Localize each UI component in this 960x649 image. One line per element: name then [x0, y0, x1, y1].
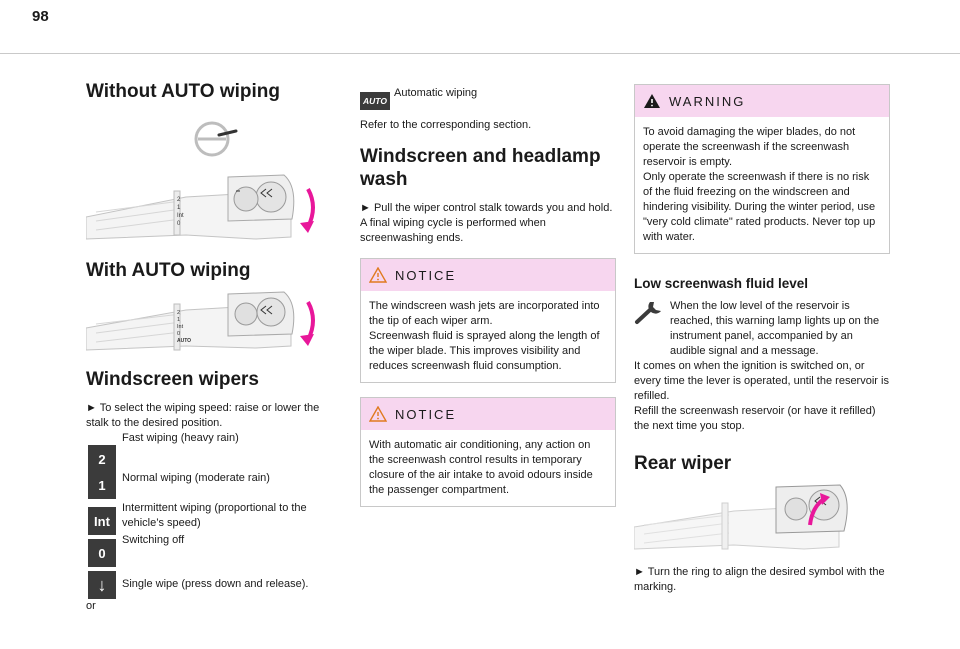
- warning-box: [634, 84, 890, 254]
- speed-row-normal: [86, 471, 340, 499]
- column-1: [86, 80, 340, 614]
- auto-wiping-row: [360, 86, 616, 110]
- speed-int-symbol: Int: [88, 507, 116, 535]
- stalk-mark-2: 2: [177, 197, 181, 203]
- stalk-auto-mark-2: 2: [177, 310, 181, 316]
- column-2: [360, 86, 616, 507]
- speed-1-label: Normal wiping (moderate rain): [122, 472, 270, 484]
- final-wiping-text: A final wiping cycle is performed when screenwashing ends.: [360, 217, 546, 244]
- warning-triangle-icon: [643, 93, 661, 109]
- page-number: 98: [32, 8, 49, 25]
- notice-air-intake-text: With automatic air conditioning, any action on the screenwash control results in temporary closure of the air intake to avoid odours inside the passenger compartment.: [369, 439, 593, 496]
- notice-title: NOTICE: [395, 267, 457, 283]
- warning-triangle-icon: [369, 406, 387, 422]
- speed-row-off: [86, 533, 340, 567]
- notice-title: NOTICE: [395, 406, 457, 422]
- auto-symbol: AUTO: [360, 92, 390, 110]
- wiping-speed-intro: ► To select the wiping speed: raise or lower the stalk to the desired position.: [86, 402, 320, 429]
- notice-header: [361, 398, 615, 430]
- speed-1-symbol: 1: [88, 471, 116, 499]
- speed-row-intermittent: [86, 501, 340, 535]
- rear-wiper-step: ► Turn the ring to align the desired symbol with the marking.: [634, 566, 885, 593]
- warning-text-1: To avoid damaging the wiper blades, do not operate the screenwash if the screenwash reservoir is empty.: [643, 126, 856, 168]
- stalk-mark-1: 1: [177, 205, 181, 211]
- stalk-mark-int: Int: [177, 213, 184, 219]
- speed-2-symbol: 2: [88, 445, 116, 473]
- stalk-auto-mark-auto: AUTO: [177, 338, 192, 344]
- low-level-text-2: It comes on when the ignition is switched on, or every time the lever is operated, until the reservoir is refilled.: [634, 360, 889, 402]
- warning-title: WARNING: [669, 93, 746, 109]
- notice-jets-text-2: Screenwash fluid is sprayed along the length of the wiper blade. This improves visibility and reduces screenwash fluid consumption.: [369, 330, 600, 372]
- column-3: [634, 84, 890, 595]
- heading-without-auto: Without AUTO wiping: [86, 81, 281, 102]
- warning-header: [635, 85, 889, 117]
- heading-with-auto: With AUTO wiping: [86, 260, 251, 281]
- speed-0-symbol: 0: [88, 539, 116, 567]
- auto-wiping-label: Automatic wiping: [394, 87, 478, 99]
- stalk-auto-mark-1: 1: [177, 317, 181, 323]
- speed-row-single: [86, 571, 340, 599]
- pull-stalk-step: ► Pull the wiper control stalk towards you and hold.: [360, 202, 613, 214]
- steering-wheel-icon: [196, 123, 236, 155]
- wrench-icon: [634, 299, 666, 325]
- low-level-row: [634, 299, 890, 359]
- low-level-text-3: Refill the screenwash reservoir (or have it refilled) the next time you stop.: [634, 405, 876, 432]
- rear-wiper-illustration: [634, 481, 890, 553]
- stalk-auto-mark-0: 0: [177, 331, 181, 337]
- speed-int-label: Intermittent wiping (proportional to the vehicle’s speed): [122, 502, 307, 529]
- speed-row-fast: [86, 431, 340, 473]
- notice-jets-text: The windscreen wash jets are incorporated into the tip of each wiper arm.: [369, 300, 600, 327]
- heading-wash-line1: Windscreen and headlamp: [360, 146, 601, 167]
- or-label: or: [86, 600, 96, 612]
- single-wipe-symbol: ↓: [88, 571, 116, 599]
- notice-header: [361, 259, 615, 291]
- heading-low-screenwash: Low screenwash fluid level: [634, 276, 809, 291]
- low-level-text-1: When the low level of the reservoir is reached, this warning lamp lights up on the instrument panel, accompanied by an audible signal and a message.: [670, 300, 880, 357]
- stalk-illustration-without-auto: [86, 117, 340, 247]
- heading-wash-line2: wash: [360, 169, 408, 190]
- heading-windscreen-wipers: Windscreen wipers: [86, 369, 259, 390]
- speed-0-label: Switching off: [122, 534, 185, 546]
- notice-box-jets: [360, 258, 616, 383]
- stalk-mark-0: 0: [177, 221, 181, 227]
- warning-triangle-icon: [369, 267, 387, 283]
- stalk-auto-mark-int: Int: [177, 324, 184, 330]
- header-rule: [0, 53, 960, 54]
- heading-rear-wiper: Rear wiper: [634, 453, 732, 474]
- single-wipe-label: Single wipe (press down and release).: [122, 578, 309, 590]
- heading-windscreen-headlamp-wash: [360, 145, 616, 191]
- stalk-illustration-with-auto: [86, 288, 340, 354]
- warning-text-2: Only operate the screenwash if there is no risk of the fluid freezing on the windscreen and hindering visibility. During the winter period, use "very cold climate" rated products. Never top up with water.: [643, 171, 876, 243]
- refer-section: Refer to the corresponding section.: [360, 119, 532, 131]
- notice-box-air-intake: [360, 397, 616, 507]
- speed-2-label: Fast wiping (heavy rain): [122, 432, 239, 444]
